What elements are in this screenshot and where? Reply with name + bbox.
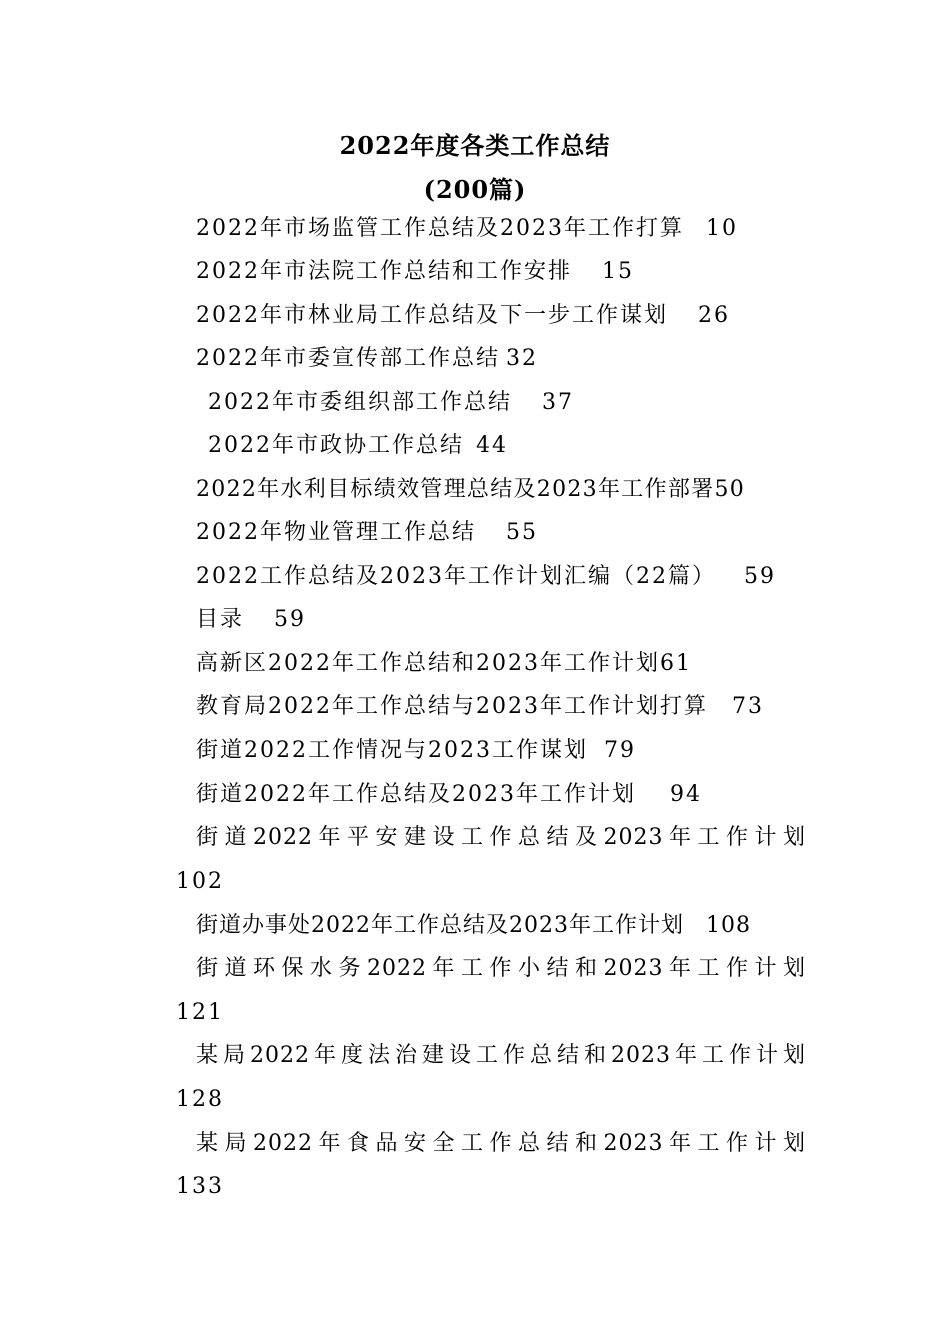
toc-entry-title: 街道2022年工作总结及2023年工作计划 bbox=[196, 782, 636, 807]
toc-entry-title: 街道环保水务2022年工作小结和2023年工作计划 bbox=[196, 956, 806, 981]
toc-entry-page: 108 bbox=[705, 913, 751, 938]
toc-entry[interactable] bbox=[196, 1129, 806, 1159]
toc-entry[interactable] bbox=[196, 823, 806, 853]
toc-entry[interactable] bbox=[196, 518, 538, 548]
toc-entry-title: 2022年市场监管工作总结及2023年工作打算 bbox=[196, 216, 684, 241]
document-title: 2022年度各类工作总结 bbox=[339, 131, 611, 160]
toc-entry[interactable] bbox=[208, 431, 508, 461]
toc-entry-title: 高新区2022年工作总结和2023年工作计划 bbox=[196, 651, 660, 676]
toc-entry-title: 2022年市委组织部工作总结 bbox=[208, 390, 512, 415]
toc-entry-page: 128 bbox=[176, 1087, 224, 1112]
toc-entry-page: 26 bbox=[698, 303, 730, 328]
toc-entry-title: 教育局2022年工作总结与2023年工作计划打算 bbox=[196, 694, 708, 719]
toc-entry-page: 94 bbox=[669, 782, 702, 807]
toc-entry[interactable] bbox=[196, 257, 634, 287]
toc-entry-page: 73 bbox=[731, 694, 764, 719]
toc-entry-page: 15 bbox=[602, 259, 634, 284]
toc-entry-title: 街道办事处2022年工作总结及2023年工作计划 bbox=[196, 913, 684, 938]
toc-entry-page: 10 bbox=[705, 216, 738, 241]
toc-entry-title: 2022年物业管理工作总结 bbox=[196, 520, 476, 545]
toc-entry[interactable] bbox=[196, 911, 751, 941]
toc-entry[interactable] bbox=[196, 301, 730, 331]
toc-entry-title: 目录 bbox=[196, 607, 245, 632]
toc-entry-title: 街道2022年平安建设工作总结及2023年工作计划 bbox=[196, 825, 806, 850]
toc-entry[interactable] bbox=[196, 692, 764, 722]
toc-entry[interactable] bbox=[196, 214, 738, 244]
toc-entry-page: 133 bbox=[176, 1174, 224, 1199]
toc-entry-page: 59 bbox=[274, 607, 307, 632]
toc-entry-page: 79 bbox=[603, 738, 636, 763]
document-subtitle: (200篇) bbox=[423, 175, 527, 204]
toc-entry-title: 2022年市政协工作总结 bbox=[208, 433, 464, 458]
toc-entry[interactable] bbox=[196, 562, 776, 592]
toc-entry[interactable] bbox=[196, 344, 538, 374]
toc-entry[interactable] bbox=[196, 954, 806, 984]
toc-entry[interactable] bbox=[196, 605, 306, 635]
toc-entry[interactable] bbox=[196, 736, 636, 766]
toc-entry-page: 50 bbox=[714, 477, 746, 502]
toc-entry-title: 某局2022年度法治建设工作总结和2023年工作计划 bbox=[196, 1043, 806, 1068]
toc-entry-title: 某局2022年食品安全工作总结和2023年工作计划 bbox=[196, 1131, 806, 1156]
toc-entry-title: 街道2022工作情况与2023工作谋划 bbox=[196, 738, 588, 763]
toc-entry-title: 2022年市林业局工作总结及下一步工作谋划 bbox=[196, 303, 668, 328]
toc-entry-title: 2022工作总结及2023年工作计划汇编（22篇） bbox=[196, 564, 716, 589]
toc-entry-page: 102 bbox=[176, 869, 224, 894]
toc-entry[interactable] bbox=[208, 388, 574, 418]
toc-entry-page: 121 bbox=[176, 1000, 224, 1025]
toc-entry-page: 32 bbox=[506, 346, 538, 371]
toc-entry[interactable] bbox=[196, 1041, 806, 1071]
toc-entry-page: 37 bbox=[542, 390, 574, 415]
toc-entry-title: 2022年市法院工作总结和工作安排 bbox=[196, 259, 572, 284]
toc-entry-title: 2022年水利目标绩效管理总结及2023年工作部署 bbox=[196, 477, 715, 502]
toc-entry[interactable] bbox=[196, 780, 702, 810]
toc-entry-title: 2022年市委宣传部工作总结 bbox=[196, 346, 500, 371]
toc-entry[interactable] bbox=[196, 475, 745, 505]
toc-entry-page: 59 bbox=[743, 564, 776, 589]
toc-entry-page: 44 bbox=[476, 433, 508, 458]
toc-entry-page: 55 bbox=[506, 520, 538, 545]
toc-entry[interactable] bbox=[196, 649, 692, 679]
toc-entry-page: 61 bbox=[659, 651, 692, 676]
